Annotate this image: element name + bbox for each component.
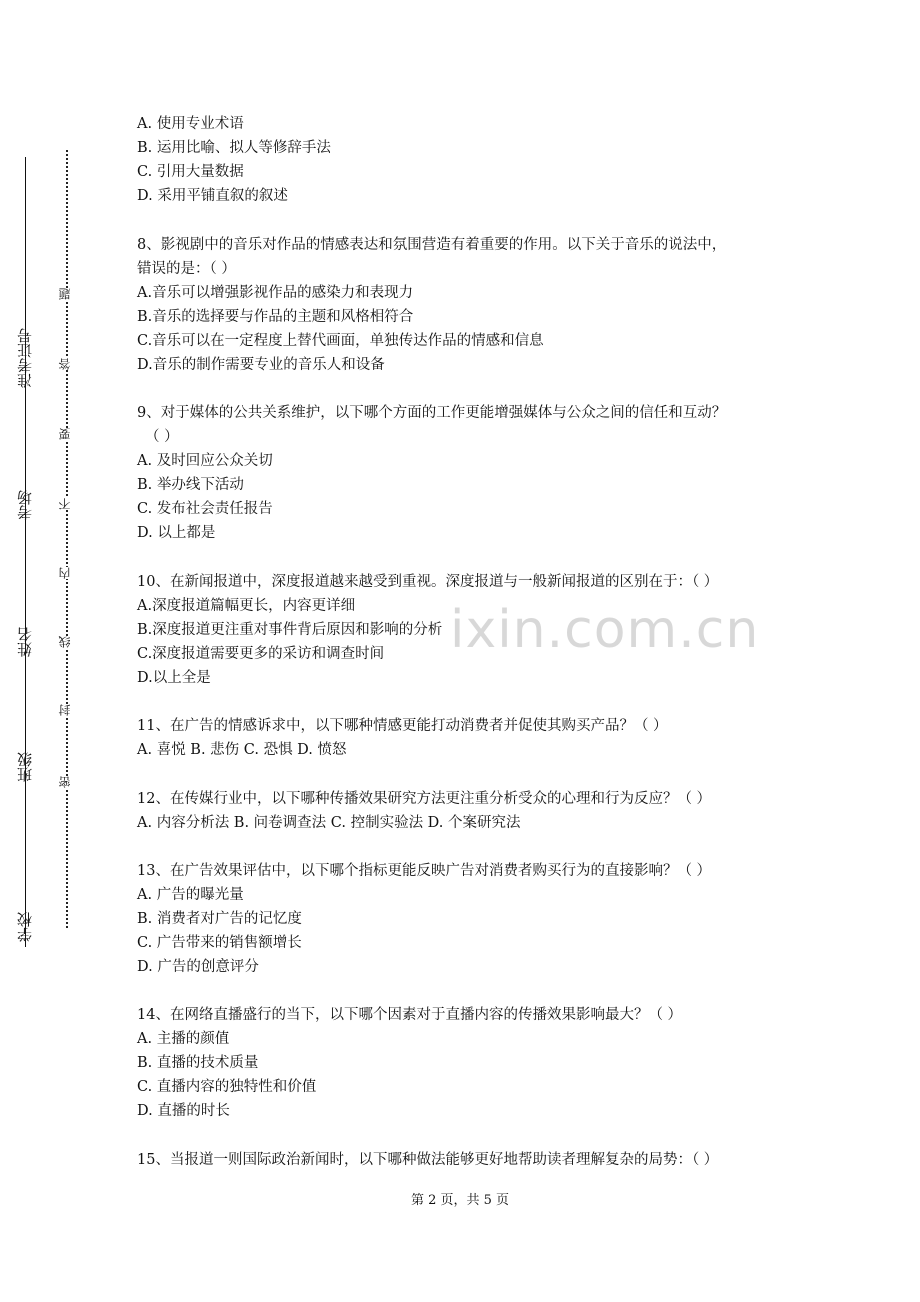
option-line: B.深度报道更注重对事件背后原因和影响的分析: [137, 622, 443, 638]
seal-char: 答: [58, 358, 76, 370]
watermark: ixin.com.cn: [450, 600, 760, 660]
option-line: A. 主播的颜值: [137, 1031, 230, 1047]
option-line: B.音乐的选择要与作品的主题和风格相符合: [137, 309, 414, 325]
option-line: D. 采用平铺直叙的叙述: [137, 188, 288, 204]
question-line: 11、在广告的情感诉求中，以下哪种情感更能打动消费者并促使其购买产品？（ ）: [137, 718, 668, 734]
question-line: 14、在网络直播盛行的当下，以下哪个因素对于直播内容的传播效果影响最大？（ ）: [137, 1007, 683, 1023]
option-line: C.音乐可以在一定程度上替代画面，单独传达作品的情感和信息: [137, 333, 544, 349]
option-line: A.音乐可以增强影视作品的感染力和表现力: [137, 285, 414, 301]
option-line: D.音乐的制作需要专业的音乐人和设备: [137, 357, 385, 373]
option-line: B. 举办线下活动: [137, 477, 244, 493]
option-line: A. 喜悦 B. 悲伤 C. 恐惧 D. 愤怒: [137, 742, 347, 758]
seal-char: 不: [58, 498, 76, 510]
exam-room-label: 考场: [16, 490, 34, 520]
option-line: A. 及时回应公众关切: [137, 453, 273, 469]
question-line: 10、在新闻报道中，深度报道越来越受到重视。深度报道与一般新闻报道的区别在于：（ ）: [137, 574, 719, 590]
option-line: B. 消费者对广告的记忆度: [137, 911, 302, 927]
option-line: B. 运用比喻、拟人等修辞手法: [137, 140, 331, 156]
option-line: A.深度报道篇幅更长，内容更详细: [137, 598, 356, 614]
seal-char: 题: [58, 288, 76, 300]
question-line: 8、影视剧中的音乐对作品的情感表达和氛围营造有着重要的作用。以下关于音乐的说法中，: [137, 237, 727, 253]
option-line: A. 内容分析法 B. 问卷调查法 C. 控制实验法 D. 个案研究法: [137, 815, 521, 831]
option-line: C. 引用大量数据: [137, 164, 244, 180]
option-line: B. 直播的技术质量: [137, 1055, 259, 1071]
question-line: （ ）: [145, 429, 179, 445]
seal-char: 内: [58, 567, 76, 579]
question-line: 9、对于媒体的公共关系维护，以下哪个方面的工作更能增强媒体与公众之间的信任和互动？: [137, 405, 727, 421]
seal-char: 密: [58, 776, 76, 788]
seal-line: [66, 150, 68, 928]
name-label: 姓名: [16, 627, 34, 657]
question-line: 15、当报道一则国际政治新闻时，以下哪种做法能够更好地帮助读者理解复杂的局势：（ ）: [137, 1152, 719, 1168]
class-label: 班级: [16, 752, 34, 782]
question-line: 13、在广告效果评估中，以下哪个指标更能反映广告对消费者购买行为的直接影响？（ ）: [137, 863, 712, 879]
option-line: C. 广告带来的销售额增长: [137, 935, 302, 951]
option-line: D. 直播的时长: [137, 1103, 230, 1119]
option-line: A. 使用专业术语: [137, 116, 244, 132]
option-line: D.以上全是: [137, 670, 211, 686]
option-line: A. 广告的曝光量: [137, 887, 244, 903]
question-line: 12、在传媒行业中，以下哪种传播效果研究方法更注重分析受众的心理和行为反应？（ ）: [137, 791, 712, 807]
seal-char: 封: [58, 704, 76, 716]
question-line: 错误的是：（ ）: [137, 261, 236, 277]
option-line: C. 直播内容的独特性和价值: [137, 1079, 317, 1095]
seal-char: 要: [58, 428, 76, 440]
option-line: D. 以上都是: [137, 525, 216, 541]
option-line: C.深度报道需要更多的采访和调查时间: [137, 646, 385, 662]
option-line: C. 发布社会责任报告: [137, 501, 273, 517]
school-label: 学校: [16, 912, 34, 942]
option-line: D. 广告的创意评分: [137, 959, 259, 975]
ticket-number-label: 准考证号: [16, 328, 34, 388]
page-footer: 第 2 页，共 5 页: [410, 1193, 510, 1208]
seal-char: 线: [58, 636, 76, 648]
binding-rule: [25, 157, 26, 947]
